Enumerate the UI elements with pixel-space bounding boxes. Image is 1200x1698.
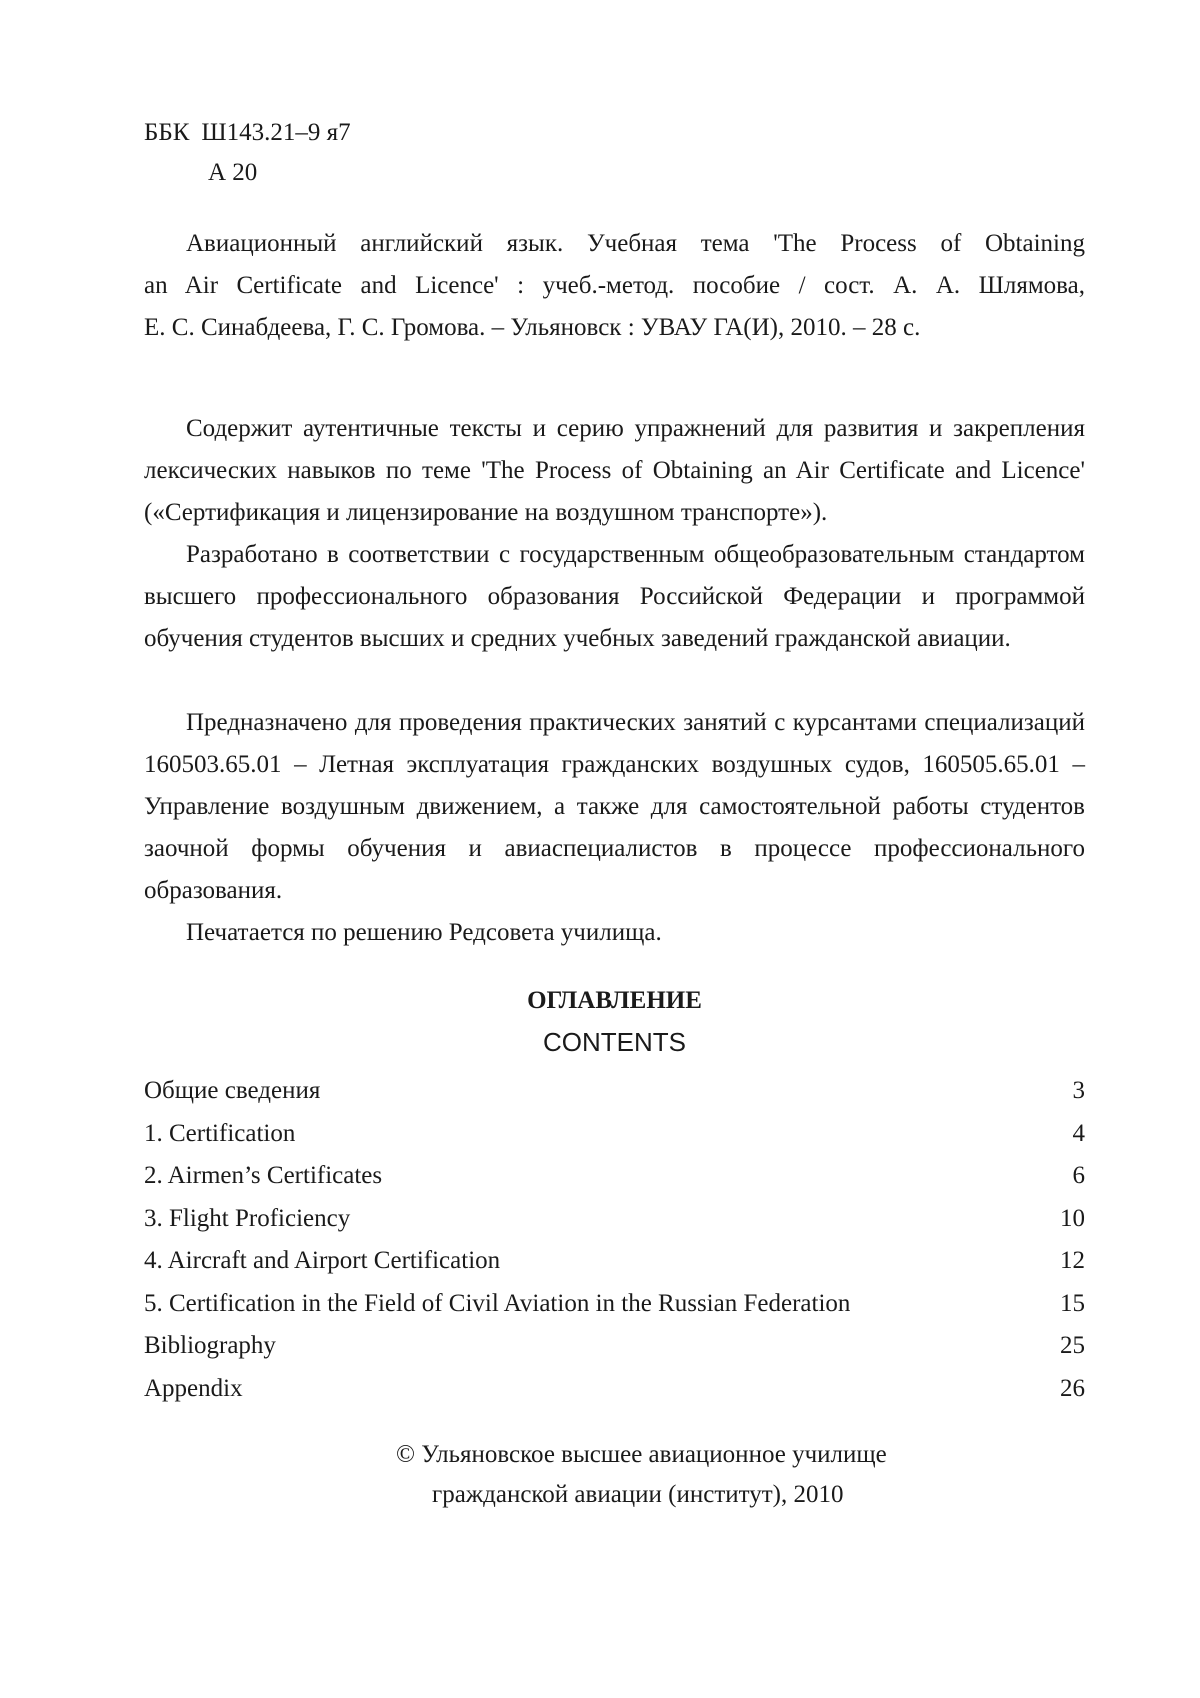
- toc-entry-title: Bibliography: [144, 1332, 276, 1359]
- annotation-developed: Разработано в соответствии с государственным общеобразовательным стандартом высшего профессионального образования Российской Федерации и программой обучения студентов высших и средних учебных заведений гражданской авиации.: [144, 541, 1085, 652]
- toc-entry[interactable]: [144, 1113, 1085, 1156]
- toc-entry-title: 2. Airmen’s Certificates: [144, 1162, 383, 1189]
- author-mark: А 20: [208, 159, 258, 186]
- toc-entry-page: 26: [1060, 1374, 1085, 1402]
- toc-entry-title: Appendix: [144, 1374, 243, 1402]
- toc-entry-page: 15: [1060, 1289, 1085, 1317]
- toc-entry-page: 25: [1060, 1332, 1085, 1359]
- toc-entry[interactable]: [144, 1368, 1085, 1411]
- bbk-code: Ш143.21–9 я7: [201, 119, 351, 146]
- toc-entry-title: Общие сведения: [144, 1077, 321, 1104]
- toc-entry-title: 3. Flight Proficiency: [144, 1204, 351, 1232]
- toc-entry-page: 4: [1072, 1119, 1085, 1147]
- bib-line-2: an Air Certificate and Licence' : учеб.-метод. пособие / сост. А. А. Шлямова,: [144, 272, 1085, 299]
- bbk-line: [144, 113, 351, 153]
- toc-entry-page: 10: [1060, 1204, 1085, 1232]
- annotation-contents: Содержит аутентичные тексты и серию упражнений для развития и закрепления лексических навыков по теме 'The Process of Obtaining an Air Certificate and Licence' («Сертификация и лицензирование на воздушном транспорте»).: [144, 415, 1085, 526]
- toc-entry[interactable]: [144, 1198, 1085, 1241]
- toc-entry-title: 5. Certification in the Field of Civil Aviation in the Russian Federation: [144, 1289, 851, 1317]
- copyright-line-1: © Ульяновское высшее авиационное училище: [396, 1441, 887, 1468]
- toc-entry[interactable]: [144, 1155, 1085, 1198]
- bib-line-3: Е. С. Синабдеева, Г. С. Громова. – Ульяновск : УВАУ ГА(И), 2010. – 28 с.: [144, 314, 921, 341]
- copyright-line-2: гражданской авиации (институт), 2010: [432, 1481, 844, 1508]
- toc-entry-page: 12: [1060, 1247, 1085, 1274]
- contents-heading-ru: ОГЛАВЛЕНИЕ: [527, 987, 702, 1014]
- toc-entry[interactable]: [144, 1070, 1085, 1113]
- bbk-label: ББК: [144, 119, 190, 146]
- toc-entry[interactable]: [144, 1325, 1085, 1368]
- annotation-published: Печатается по решению Редсовета училища.: [186, 919, 662, 946]
- toc-entry-title: 4. Aircraft and Airport Certification: [144, 1247, 501, 1274]
- annotation-purpose: Предназначено для проведения практических занятий с курсантами специализаций 160503.65.01 – Летная эксплуатация гражданских воздушных судов, 160505.65.01 – Управление воздушным движением, а также для самостоятельной работы студентов заочной формы обучения и авиаспециалистов в процессе профессионального образования.: [144, 709, 1085, 904]
- toc-entry-title: 1. Certification: [144, 1119, 296, 1147]
- bibliographic-description: [144, 223, 1085, 349]
- bib-line-1: Авиационный английский язык. Учебная тема 'The Process of Obtaining: [186, 230, 1085, 257]
- bbk-classification: [144, 113, 351, 193]
- toc-entry-page: 3: [1072, 1077, 1085, 1104]
- copyright-notice: [396, 1435, 887, 1515]
- contents-heading-en: CONTENTS: [543, 1027, 686, 1057]
- table-of-contents: [144, 1070, 1085, 1410]
- toc-entry-page: 6: [1072, 1162, 1085, 1189]
- toc-entry[interactable]: [144, 1283, 1085, 1326]
- toc-entry[interactable]: [144, 1240, 1085, 1283]
